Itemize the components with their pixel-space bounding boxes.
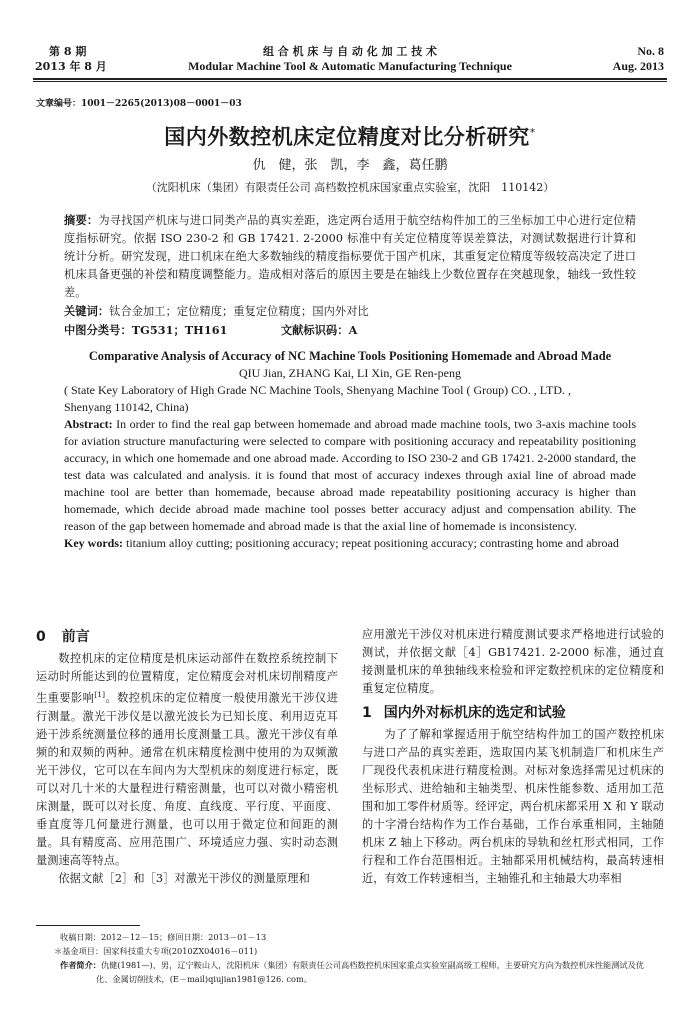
authors-zh: 仇 健，张 凯，李 鑫，葛任鹏 [252, 158, 448, 173]
intro-paragraph-1 [36, 650, 338, 870]
section-0-number: 0 [36, 629, 46, 645]
clc-label: 中图分类号： [64, 323, 132, 337]
right-column [362, 626, 664, 888]
right-paragraph-2: 为了了解和掌握适用于航空结构件加工的国产数控机床与进口产品的真实差距，选取国内某飞机制造厂和机床生产厂现役代表机床进行精度检测。对标对象选择需见过机床的坐标形式、进给轴和主轴类型、机床性能参数、适用加工范围和加工零件材质等。经评定，两台机床都采用 X 和 Y 联动的十字滑台结构作为工作台基础，工作台承重相同，主轴随机床 Z 轴上下移动。两台机床的导轨和丝杠形式相同，工作行程和工作台范围相近。主轴都采用机械结构，最高转速相近，有效工作转速相当，主轴锥孔和主轴最大功率相 [362, 728, 664, 885]
keywords-label-zh: 关键词： [64, 304, 110, 318]
intro-text-a: 数控机床的定位精度是机床运动部件在数控系统控制下运动时所能达到的位置精度，定位精度会对机床切削精度产生重要影响 [36, 652, 338, 705]
issue-date-zh: 2013 年 8 月 [35, 60, 107, 73]
doc-code-label: 文献标识码： [280, 323, 349, 337]
right-paragraph-1: 应用激光干涉仪对机床进行精度测试要求严格地进行试验的测试，并依据文献［4］GB17421. 2-2000 标准，通过直接测量机床的单独轴线来检验和评定数控机床的定位精度和重复定位精度。 [362, 628, 664, 695]
paper-title-zh [0, 118, 700, 152]
keywords-text-zh: 钛合金加工；定位精度；重复定位精度；国内外对比 [109, 305, 369, 318]
article-id: 文章编号：1001－2265(2013)08－0001－03 [36, 99, 242, 109]
issue-date-en: Aug. 2013 [612, 59, 664, 73]
section-1-title: 国内外对标机床的选定和试验 [383, 705, 566, 721]
abstract-en [64, 416, 636, 535]
english-block [64, 348, 636, 552]
citation-ref-1: [1] [94, 690, 106, 699]
paper-title-text: 国内外数控机床定位精度对比分析研究 [164, 125, 530, 149]
abstract-zh [64, 211, 636, 340]
issue-number-en: No. 8 [637, 44, 664, 58]
title-block [0, 118, 700, 197]
author-bio-label: 作者简介： [60, 960, 101, 970]
keywords-zh [64, 302, 636, 321]
footnotes [54, 930, 660, 986]
fund-project: ＊基金项目：国家科技重大专项(2010ZX04016－011) [54, 946, 258, 956]
header-right [613, 44, 664, 74]
paper-title-en: Comparative Analysis of Accuracy of NC Machine Tools Positioning Homemade and Abroad Made [88, 349, 612, 363]
header-rule-thin [33, 81, 667, 82]
left-column [36, 626, 338, 888]
affiliation-en-1: ( State Key Laboratory of High Grade NC Machine Tools, Shenyang Machine Tool ( Group) CO. , LTD. , [64, 383, 571, 397]
abstract-text-en: In order to find the real gap between homemade and abroad made machine tools, two 3-axis machine tools for aviation structure manufacturing were selected to compare with positioning accuracy and repeatability positioning accuracy, in which one homemade and one abroad made. According to ISO 230-2 and GB 17421. 2-2000 standard, the test data was calculated and analysis. it is found that most of accuracy indexes through axial line of abroad made machine tool are better than homemade, because abroad made repeatability positioning accuracy is higher than homemade, which decide abroad made machine tool posses better accuracy adjust and compensation ability. The reason of the gap between homemade and abroad made is that the axial line of homemade is inconsistency. [64, 417, 636, 533]
section-0-title: 前言 [61, 629, 90, 645]
keywords-label-en: Key words: [64, 536, 123, 550]
received-dates: 收稿日期：2012－12－15；修回日期：2013－01－13 [60, 932, 267, 942]
header-rule-thick [33, 78, 667, 80]
classification-line [64, 321, 636, 340]
author-bio-text: 仇健(1981—)，男，辽宁鞍山人，沈阳机床（集团）有限责任公司高档数控机床国家重点实验室副高级工程师，主要研究方向为数控机床性能测试及优化、金属切削技术，(E－mail)qiujian1981@126. com。 [96, 960, 644, 984]
clc-code: TG531；TH161 [131, 323, 228, 337]
abstract-label-en: Abstract: [64, 417, 113, 431]
intro-paragraph-2: 依据文献［2］和［3］对激光干涉仪的测量原理和 [58, 871, 310, 885]
authors-en: QIU Jian, ZHANG Kai, LI Xin, GE Ren-peng [239, 366, 461, 380]
issue-number-zh: 第 8 期 [49, 45, 87, 58]
section-1-number: 1 [362, 705, 372, 721]
doc-code: A [348, 323, 358, 337]
journal-title-en: Modular Machine Tool & Automatic Manufacturing Technique [188, 59, 512, 73]
section-1-heading [362, 702, 664, 724]
keywords-en [64, 535, 636, 552]
affiliation-zh: （沈阳机床（集团）有限责任公司 高档数控机床国家重点实验室，沈阳 110142） [145, 181, 555, 194]
affiliation-en-2: Shenyang 110142, China) [64, 400, 189, 414]
footnote-rule [36, 925, 140, 926]
header-center [150, 44, 550, 74]
header-left [35, 44, 107, 74]
author-bio [60, 958, 660, 986]
intro-text-b: 。数控机床的定位精度一般使用激光干涉仪进行测量。激光干涉仪是以激光波长为已知长度、利用迈克耳逊干涉系统测量位移的通用长度测量工具。激光干涉仪有单频的和双频的两种。通常在机床精度检测中使用的为双频激光干涉仪，它可以在车间内为大型机床的刻度进行标定，既可以对几十米的大量程进行精密测量，也可以对微小精密机床测量，既可以对长度、角度、直线度、平行度、平面度、垂直度等几何量进行测量，也可以用于微定位和间距的测量。具有精度高、应用范围广、环境适应力强、实时动态测量测速高等特点。 [36, 691, 338, 867]
journal-title-zh: 组 合 机 床 与 自 动 化 加 工 技 术 [262, 45, 438, 58]
abstract-text-zh: 为寻找国产机床与进口同类产品的真实差距，选定两台适用于航空结构件加工的三坐标加工中心进行定位精度指标研究。依据 ISO 230-2 和 GB 17421. 2-2000 标准中有关定位精度等误差算法，对测试数据进行计算和统计分析。研究发现，进口机床在绝大多数轴线的精度指标要优于国产机床，其重复定位精度等级较高决定了进口机床具备更强的补偿和精度调整能力。造成相对落后的原因主要是在轴线上少数位置存在突越现象，轴线一致性较差。 [64, 214, 637, 299]
fund-footnote-marker: * [529, 126, 536, 139]
section-0-heading [36, 626, 338, 648]
keywords-text-en: titanium alloy cutting; positioning accuracy; repeat positioning accuracy; contrasting home and abroad [123, 536, 619, 550]
abstract-label-zh: 摘要： [64, 213, 99, 227]
